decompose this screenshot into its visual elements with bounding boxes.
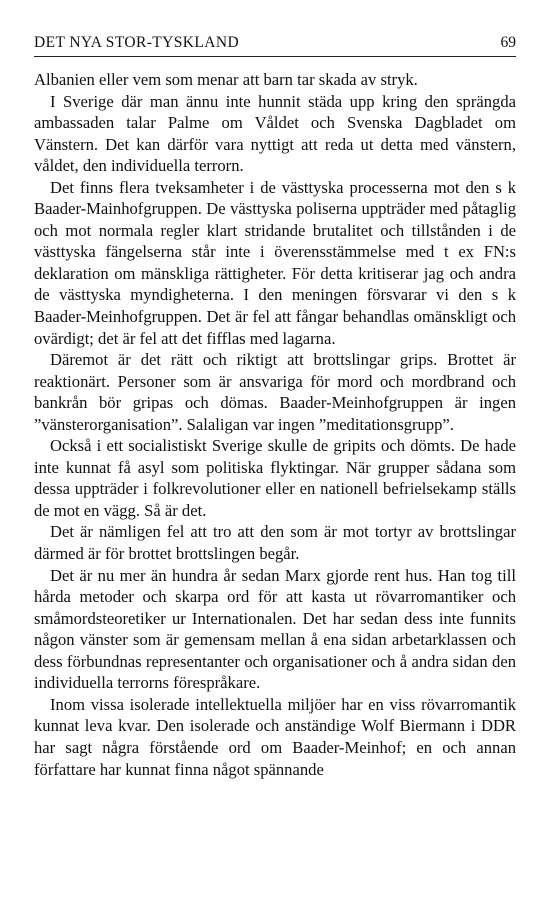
paragraph: Däremot är det rätt och riktigt att brottslingar grips. Brottet är reaktionärt. Personer som är ansvariga för mord och mordbrand och bankrån bör gripas och dömas. Baader-Meinhofgruppen är ingen ”vänsterorganisation”. Salaligan var ingen ”meditationsgrupp”.	[34, 350, 516, 434]
paragraph: Det är nu mer än hundra år sedan Marx gjorde rent hus. Han tog till hårda metoder och skarpa ord för att kasta ut rövarromantiker och småmordsteoretiker ur Internationalen. Det har sedan dess inte funnits någon vänster som är gemensam mellan å ena sidan arbetarklassen och dess förbundnas representanter och organisationer och å andra sidan den individuella terrorns förespråkare.	[34, 565, 516, 693]
book-page	[34, 34, 516, 780]
paragraph: I Sverige där man ännu inte hunnit städa upp kring den sprängda ambassaden talar Palme om Våldet och Svenska Dagbladet om Vänstern. Det kan därför vara nyttigt att reda ut detta med vänstern, våldet, den individuella terrorn.	[34, 91, 516, 176]
running-header	[34, 34, 516, 57]
paragraph: Också i ett socialistiskt Sverige skulle de gripits och dömts. De hade inte kunnat få asyl som politiska flyktingar. När grupper sådana som dessa uppträder i folkrevolutioner eller en nationell befrielsekamp ställs de mot en vägg. Så är det.	[34, 436, 516, 520]
paragraph: Albanien eller vem som menar att barn tar skada av stryk.	[34, 70, 418, 89]
paragraph: Inom vissa isolerade intellektuella miljöer har en viss rövarromantik kunnat leva kvar. Den isolerade och anständige Wolf Biermann i DDR har sagt några förstående ord om Baader-Meinhof; en och annan författare har kunnat finna något spännande	[34, 694, 516, 779]
paragraph: Det finns flera tveksamheter i de västtyska processerna mot den s k Baader-Mainhofgruppen. De västtyska poliserna uppträder med påtaglig och mot normala regler klart stridande brutalitet och tillstånden i de västtyska fängelserna står inte i överensstämmelse med t ex FN:s deklaration om mänskliga rättigheter. För detta kritiserar jag och andra de västtyska myndigheterna. I den meningen försvarar vi den s k Baader-Meinhofgruppen. Det är fel att fångar behandlas omänskligt och ovärdigt; det är fel att det fifflas med lagarna.	[34, 177, 516, 348]
body-text	[34, 69, 516, 780]
page-number: 69	[500, 34, 516, 51]
paragraph: Det är nämligen fel att tro att den som är mot tortyr av brottslingar därmed är för brottet brottslingen begår.	[34, 522, 516, 564]
running-title: DET NYA STOR-TYSKLAND	[34, 34, 240, 51]
